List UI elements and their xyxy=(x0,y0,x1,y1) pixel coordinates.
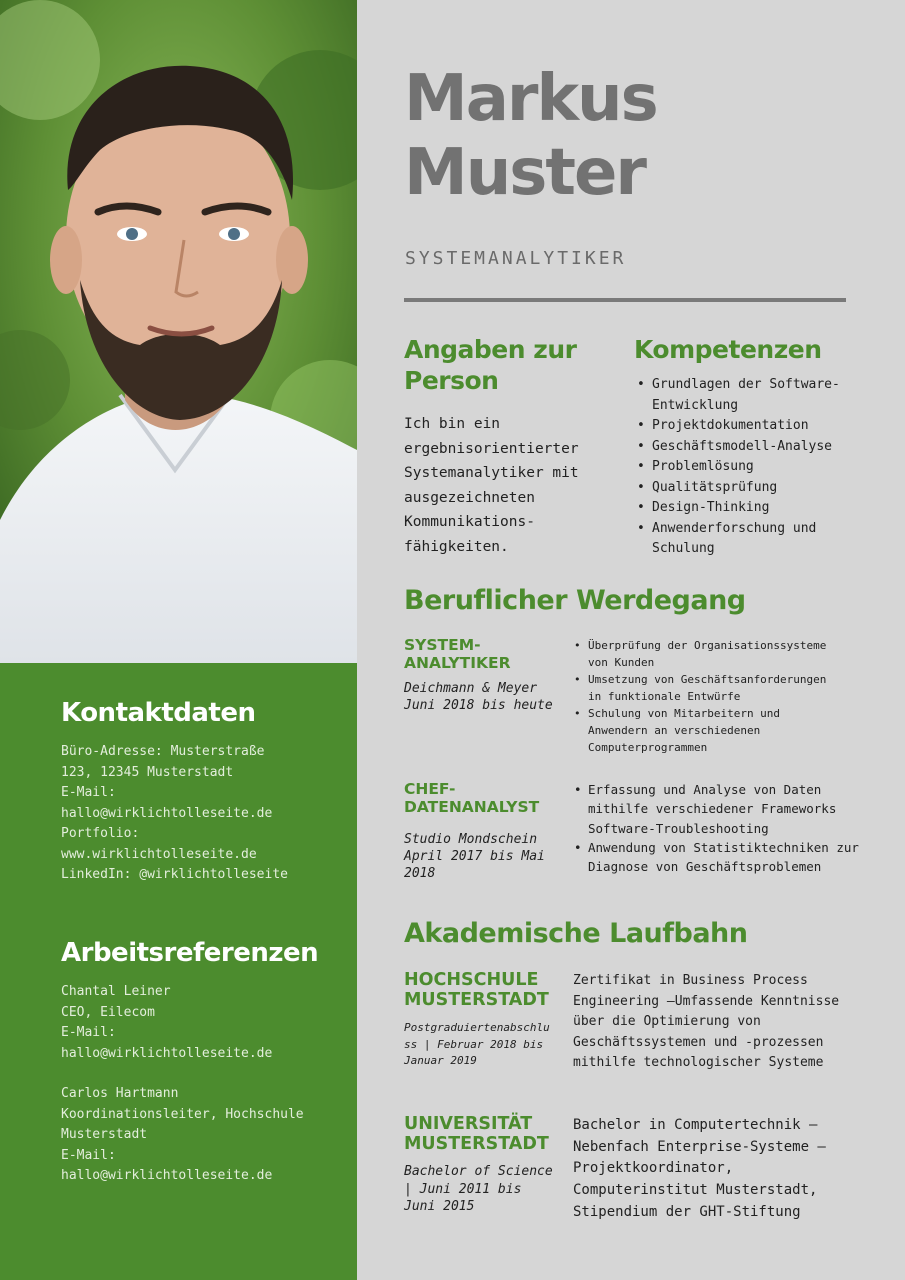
contact-heading: Kontaktdaten xyxy=(61,698,256,728)
contact-line: 123, 12345 Musterstadt xyxy=(61,764,234,780)
job-meta-1 xyxy=(404,680,554,714)
reference-line: E-Mail: xyxy=(61,1147,116,1163)
skills-heading: Kompetenzen xyxy=(634,335,822,364)
edu-meta-2: Bachelor of Science | Juni 2011 bis Juni 2015 xyxy=(404,1164,553,1214)
edu-meta-1: Postgraduiertenabschluss | Februar 2018 bis Januar 2019 xyxy=(404,1021,550,1067)
job-bullet: • Überprüfung der Organisationssysteme von Kunden xyxy=(572,637,842,671)
reference-email-link[interactable]: hallo@wirklichtolleseite.de xyxy=(61,1045,273,1061)
career-heading: Beruflicher Werdegang xyxy=(404,585,746,616)
skills-section xyxy=(634,334,864,560)
about-section xyxy=(404,334,614,559)
education-heading: Akademische Laufbahn xyxy=(404,918,748,949)
left-sidebar xyxy=(0,0,357,1280)
contact-linkedin: LinkedIn: @wirklichtolleseite xyxy=(61,867,288,882)
reference-name: Carlos Hartmann xyxy=(61,1086,179,1101)
profile-photo xyxy=(0,0,357,663)
reference-email-link[interactable]: hallo@wirklichtolleseite.de xyxy=(61,1168,273,1183)
contact-section xyxy=(61,698,288,886)
job-meta-2 xyxy=(404,831,559,882)
job-title-1: SYSTEM-ANALYTIKER xyxy=(404,636,511,672)
job-bullets-2 xyxy=(572,780,862,876)
reference-name: Chantal Leiner xyxy=(61,984,171,999)
job-title-2: CHEF-DATENANALYST xyxy=(404,780,540,816)
job-company: Deichmann & Meyer xyxy=(404,681,538,696)
reference-line: E-Mail: xyxy=(61,1025,116,1040)
contact-line: E-Mail: xyxy=(61,785,116,800)
job-bullet: • Schulung von Mitarbeitern und Anwendern an verschiedenen Computerprogrammen xyxy=(572,705,842,756)
job-period: Juni 2018 bis heute xyxy=(404,698,553,713)
reference-role: CEO, Eilecom xyxy=(61,1004,155,1020)
first-name: Markus xyxy=(404,62,657,136)
contact-email-link[interactable]: hallo@wirklichtolleseite.de xyxy=(61,805,273,821)
skill-item: • Problemlösung xyxy=(634,457,864,478)
references-heading: Arbeitsreferenzen xyxy=(61,938,319,968)
about-heading: Angaben zur Person xyxy=(404,335,577,395)
job-title: SYSTEMANALYTIKER xyxy=(405,248,627,269)
about-text: Ich bin ein ergebnisorientierter Systemanalytiker mit ausgezeichneten Kommunikations-fähigkeiten. xyxy=(404,416,579,555)
skills-list xyxy=(634,375,864,560)
job-period: April 2017 bis Mai 2018 xyxy=(404,849,545,881)
contact-line: Büro-Adresse: Musterstraße xyxy=(61,744,265,759)
skill-item: • Qualitätsprüfung xyxy=(634,478,864,499)
skill-item: • Anwenderforschung und Schulung xyxy=(634,519,864,560)
contact-portfolio-link[interactable]: www.wirklichtolleseite.de xyxy=(61,846,257,862)
skill-item: • Geschäftsmodell-Analyse xyxy=(634,437,864,458)
person-name xyxy=(404,62,657,210)
job-bullet: • Umsetzung von Geschäftsanforderungen in funktionale Entwürfe xyxy=(572,671,842,705)
reference-role: Koordinationsleiter, Hochschule xyxy=(61,1106,304,1122)
contact-line: Portfolio: xyxy=(61,826,140,841)
edu-desc-2: Bachelor in Computertechnik – Nebenfach Enterprise-Systeme – Projektkoordinator, Computerinstitut Musterstadt, Stipendium der GHT-Stiftung xyxy=(573,1117,826,1220)
references-section xyxy=(61,938,318,1187)
edu-title-1: HOCHSCHULE MUSTERSTADT xyxy=(404,970,549,1010)
edu-title-2: UNIVERSITÄT MUSTERSTADT xyxy=(404,1114,549,1154)
job-bullets-1 xyxy=(572,637,842,756)
job-bullet: • Erfassung und Analyse von Daten mithilfe verschiedener Frameworks Software-Troubleshooting xyxy=(572,780,862,838)
divider xyxy=(404,298,846,302)
skill-item: • Design-Thinking xyxy=(634,498,864,519)
job-bullet: • Anwendung von Statistiktechniken zur Diagnose von Geschäftsproblemen xyxy=(572,838,862,877)
last-name: Muster xyxy=(404,136,645,210)
job-company: Studio Mondschein xyxy=(404,832,538,847)
skill-item: • Grundlagen der Software-Entwicklung xyxy=(634,375,864,416)
skill-item: • Projektdokumentation xyxy=(634,416,864,437)
edu-desc-1: Zertifikat in Business Process Engineering –Umfassende Kenntnisse über die Optimierung von Geschäftssystemen und -prozessen mithilfe technologischer Systeme xyxy=(573,973,840,1070)
reference-line: Musterstadt xyxy=(61,1127,148,1142)
